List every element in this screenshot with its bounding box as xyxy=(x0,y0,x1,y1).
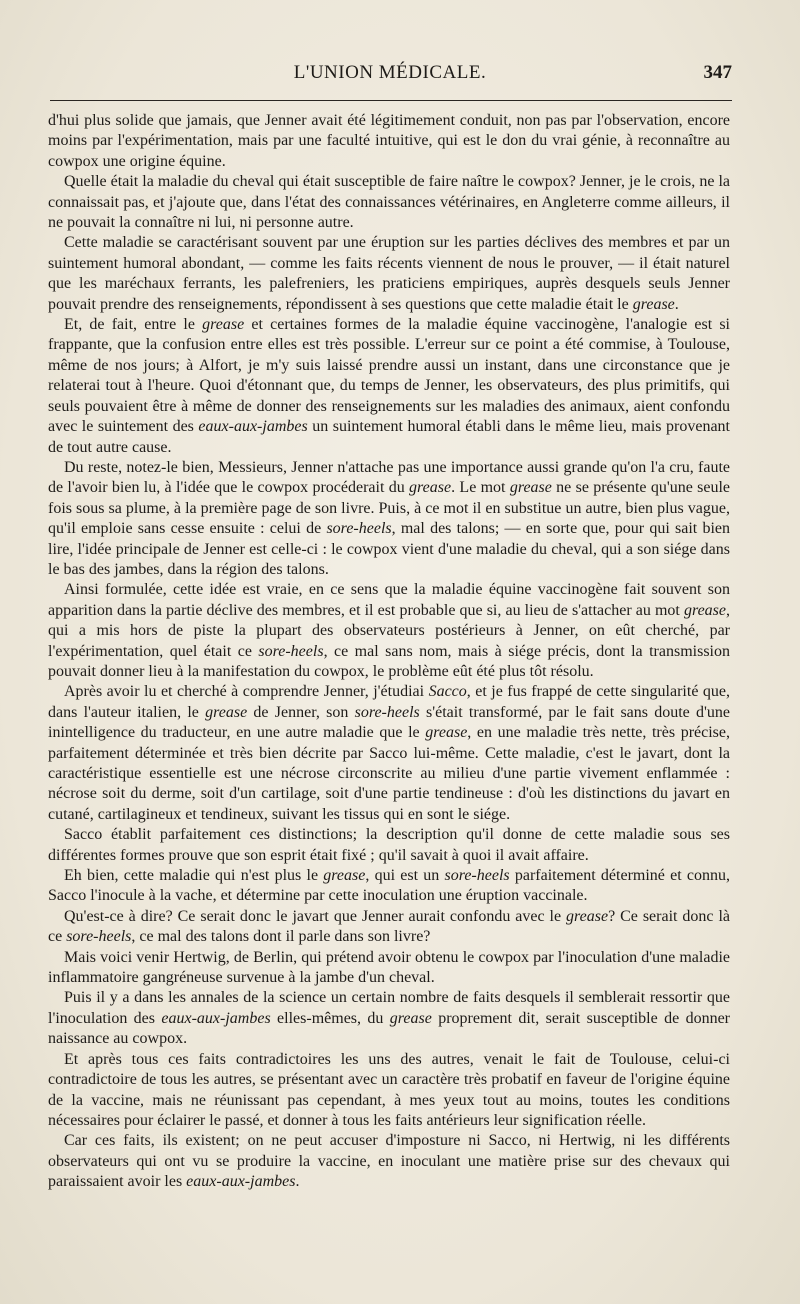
text-run: , et je fus frappé de cette singularité que, dans l'auteur italien, le xyxy=(48,683,730,721)
text-run: , en une maladie très nette, très précise, parfaitement déterminée et très bien décrite par Sacco lui-même. Cette maladie, c'est le javart, dont la caractéristique essentielle est une nécrose circonscrite au milieu d'une partie vivement enflammée : nécrose soit du derme, soit d'un cartilage, soit d'une partie tendineuse : d'où les distinctions du javart en cutané, cartilagineux et tendineux, suivant les tissus qui en sont le siége. xyxy=(48,724,730,823)
text-run: elles-mêmes, du xyxy=(270,1009,390,1027)
text-run: Du reste, notez-le bien, Messieurs, Jenner n'attache pas une importance aussi grande qu'on l'a cru, faute de l'avoir bien lu, à l'idée que le cowpox procéderait du xyxy=(48,458,730,497)
text-run: Après avoir lu et cherché à comprendre Jenner, j'étudiai xyxy=(64,683,429,701)
text-run: s'était transformé, par le fait sans doute d'une inintelligence du traducteur, en une autre maladie que le xyxy=(48,703,730,742)
italic-term: grease xyxy=(425,724,468,742)
text-run: Puis il y a dans les annales de la science un certain nombre de faits desquels il semblerait ressortir que l'inoculation des xyxy=(48,989,730,1027)
paragraph xyxy=(48,458,730,580)
italic-term: sore-heels xyxy=(354,703,420,721)
italic-term: grease xyxy=(202,316,245,334)
text-run: Mais voici venir Hertwig, de Berlin, qui prétend avoir obtenu le cowpox par l'inoculation d'une maladie inflammatoire gangréneuse survenue à la jambe d'un cheval. xyxy=(48,948,730,987)
paragraph xyxy=(48,682,730,825)
text-run: Qu'est-ce à dire? Ce serait donc le javart que Jenner aurait confondu avec le xyxy=(64,907,567,925)
text-run: Cette maladie se caractérisant souvent par une éruption sur les parties déclives des membres et par un suintement humoral abondant, — comme les faits récents viennent de nous le prouver, — il était naturel que les maréchaux ferrants, les palefreniers, les praticiens empiriques, auprès desquels seuls Jenner pouvait prendre des renseignements, répondissent à ses questions que cette maladie était le xyxy=(48,234,730,313)
text-run: Et après tous ces faits contradictoires les uns des autres, venait le fait de Toulouse, celui-ci contradictoire de tous les autres, se présentant avec un caractère très probatif en faveur de l'origine équine de la vaccine, mais ne réunissant pas cependant, à mes yeux tout au moins, toutes les conditions nécessaires pour éclairer le passé, et donner à tous les faits antérieurs leur signification réelle. xyxy=(48,1050,730,1129)
paragraph xyxy=(48,825,730,866)
paragraph xyxy=(48,580,730,682)
italic-term: grease xyxy=(509,479,552,497)
text-run: et certaines formes de la maladie équine vaccinogène, l'analogie est si frappante, que la confusion entre elles est très possible. L'erreur sur ce point a été commise, à Toulouse, même de nos jours; à Alfort, je m'y suis laissé prendre aussi un instant, dans une circonstance que je relaterai tout à l'heure. Quoi d'étonnant que, du temps de Jenner, les observateurs, des plus primitifs, qui seuls pouvaient être à même de donner des renseignements sur les maladies des animaux, aient confondu avec le suintement des xyxy=(48,316,731,436)
text-run: . xyxy=(674,295,679,313)
text-run: , qui est un xyxy=(365,867,445,885)
paragraph xyxy=(48,1131,730,1192)
paragraph xyxy=(48,315,730,458)
text-run: un suintement humoral établi dans le même lieu, mais provenant de tout autre cause. xyxy=(48,418,731,456)
text-run: ne se présente qu'une seule fois sous sa plume, à la première page de son livre. Puis, à ce mot il en substitue un autre, bien plus vague, qu'il emploie sans cesse ensuite : celui de xyxy=(48,479,731,538)
italic-term: grease xyxy=(683,601,726,619)
italic-term: eaux-aux-jambes xyxy=(198,418,308,436)
italic-term: eaux-aux-jambes xyxy=(186,1173,296,1191)
italic-term: grease xyxy=(389,1009,432,1027)
text-run: d'hui plus solide que jamais, que Jenner avait été légitimement conduit, non pas par l'observation, encore moins par l'expérimentation, mais par une faculté intuitive, qui est le don du vrai génie, à reconnaître au cowpox une origine équine. xyxy=(48,112,730,170)
text-run: , ce mal des talons dont il parle dans son livre? xyxy=(131,928,431,946)
text-run: . xyxy=(295,1173,300,1191)
text-run: Et, de fait, entre le xyxy=(64,316,203,334)
italic-term: grease xyxy=(409,479,452,497)
text-run: de Jenner, son xyxy=(247,703,355,721)
paragraph xyxy=(48,988,730,1049)
text-run: proprement dit, serait susceptible de donner naissance au cowpox. xyxy=(48,1009,730,1048)
text-run: , mal des talons; — en sorte que, pour qui sait bien lire, l'idée principale de Jenner est celle-ci : le cowpox vient d'une maladie du cheval, qui a son siége dans le bas des jambes, dans la région des talons. xyxy=(48,520,731,578)
paragraph xyxy=(48,1050,730,1132)
running-title: L'UNION MÉDICALE. xyxy=(293,62,487,83)
paragraph xyxy=(48,866,730,907)
text-run: ? Ce serait donc là ce xyxy=(48,907,731,946)
page-number: 347 xyxy=(703,62,732,83)
italic-term: grease xyxy=(632,295,675,313)
text-run: Car ces faits, ils existent; on ne peut accuser d'imposture ni Sacco, ni Hertwig, ni les différents observateurs qui ont vu se produire la vaccine, en inoculant une matière prise sur des chevaux qui paraissaient avoir les xyxy=(48,1132,730,1191)
italic-term: grease xyxy=(566,907,609,925)
text-run: , qui a mis hors de piste la plupart des observateurs postérieurs à Jenner, on eût cherché, par l'expérimentation, quel était ce xyxy=(48,601,730,660)
italic-term: eaux-aux-jambes xyxy=(161,1009,271,1027)
text-run: Eh bien, cette maladie qui n'est plus le xyxy=(64,867,324,885)
header-rule xyxy=(50,100,732,101)
page-header xyxy=(48,62,732,92)
paragraph xyxy=(48,907,730,948)
paragraph xyxy=(48,172,730,233)
italic-term: sore-heels xyxy=(258,642,324,660)
body-text xyxy=(48,111,730,1193)
paragraph xyxy=(48,948,730,989)
text-run: Sacco établit parfaitement ces distinctions; la description qu'il donne de cette maladie sous ses différentes formes prouve que son esprit était fixé ; qu'il savait à quoi il avait affaire. xyxy=(48,826,730,864)
text-run: , ce mal sans nom, mais à siége précis, dont la transmission pouvait donner lieu à la manifestation du cowpox, le problème eût été plus tôt résolu. xyxy=(48,642,731,680)
paragraph xyxy=(48,111,730,172)
italic-term: Sacco xyxy=(428,683,467,701)
text-run: Quelle était la maladie du cheval qui était susceptible de faire naître le cowpox? Jenner, je le crois, ne la connaissait pas, et j'ajoute que, dans l'état des connaissances vétérinaires, en Angleterre comme ailleurs, il ne pouvait la connaître ni lui, ni personne autre. xyxy=(48,173,730,232)
italic-term: sore-heels xyxy=(444,867,510,885)
text-run: . Le mot xyxy=(451,479,510,497)
italic-term: sore-heels xyxy=(66,928,132,946)
italic-term: grease xyxy=(205,703,248,721)
text-run: Ainsi formulée, cette idée est vraie, en ce sens que la maladie équine vaccinogène fait souvent son apparition dans la partie déclive des membres, et il est probable que si, au lieu de s'attacher au mot xyxy=(48,581,730,619)
italic-term: grease xyxy=(323,867,366,885)
paragraph xyxy=(48,233,730,315)
text-run: parfaitement déterminé et connu, Sacco l'inocule à la vache, et détermine par cette inoculation une éruption vaccinale. xyxy=(48,867,730,905)
italic-term: sore-heels xyxy=(326,520,392,538)
